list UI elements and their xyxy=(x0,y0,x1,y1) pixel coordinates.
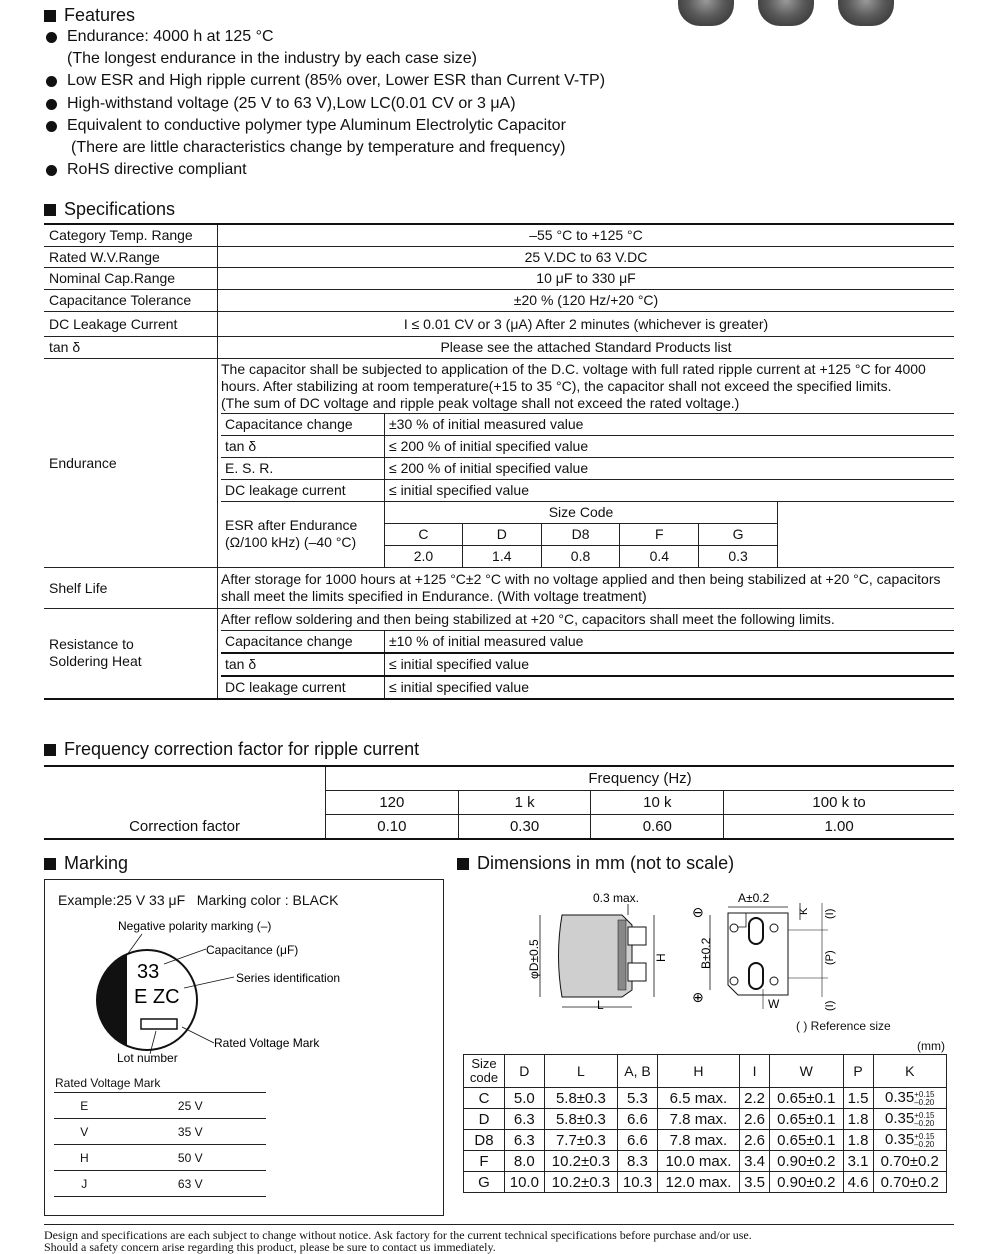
frequency-title: Frequency correction factor for ripple current xyxy=(44,739,419,760)
unit-label: (mm) xyxy=(917,1039,945,1053)
list-item: Low ESR and High ripple current (85% over, Lower ESR than Current V-TP) xyxy=(44,70,605,92)
capacitance-marking: 33 xyxy=(137,961,160,983)
endurance-limits: Capacitance change ±30 % of initial measured value tan δ ≤ 200 % of initial specified value E. S. R. ≤ 200 % of initial specified value DC leakage current ≤ initial specified value ESR after Endurance (Ω/100 kHz) (–40 °C) Size Code C D D8 F G 2.0 1.4 0.8 0.4 0.3 xyxy=(221,414,954,567)
specifications-title: Specifications xyxy=(44,199,175,220)
dimension-drawing-bottom xyxy=(688,885,858,1025)
esr-after-endurance-table: Size Code C D D8 F G 2.0 1.4 0.8 0.4 0.3 xyxy=(385,502,778,567)
specifications-table: Category Temp. Range –55 °C to +125 °C Rated W.V.Range 25 V.DC to 63 V.DC Nominal Cap.Range 10 μF to 330 μF Capacitance Tolerance ±20 % (120 Hz/+20 °C) DC Leakage Current I ≤ 0.01 CV or 3 (μA) After 2 minutes (whichever is greater) tan δ Please see the attached Standard Products list Endurance The capacitor shall be subjected to application of the D.C. voltage with full rated ripple current at +125 °C for 4000 hours. After stabilizing at room temperature(+15 to 35 °C), the capacitor shall not exceed the specified limits. (The sum of DC voltage and ripple peak voltage shall not exceed the rated voltage.) Capacitance change ±30 % of initial measured value tan δ ≤ 200 % of initial specified value E. S. R. ≤ 200 % of initial specified value DC leakage current ≤ initial specified value ESR after Endurance (Ω/100 kHz) (–40 °C) Size Code C D D8 F G 2.0 1.4 0.8 0.4 0.3 Shelf Life After storage for 1000 hours at +125 °C±2 °C with no voltage applied and then being stabilized at +20 °C, capacitors shall meet the limits specified in Endurance. (With voltage treatment) Resistance to Soldering Heat After reflow soldering and then being stabilized at +20 °C, capacitors shall meet the following limits. Capacitance change ±10 % of initial measured value tan δ ≤ initial specified value DC leakage current ≤ initial specified value xyxy=(44,223,954,700)
capacitor-photo xyxy=(678,0,734,26)
svg-text:B±0.2: B±0.2 xyxy=(699,937,713,969)
svg-text:H: H xyxy=(654,953,668,962)
svg-text:(I): (I) xyxy=(824,908,836,919)
table-row: D 6.3 5.8±0.3 6.6 7.8 max. 2.6 0.65±0.1 1.8 0.35+0.15 –0.20 xyxy=(464,1109,947,1130)
table-row: J 63 V xyxy=(54,1171,266,1197)
bullet-icon xyxy=(46,165,57,176)
table-row: V 35 V xyxy=(54,1119,266,1145)
soldering-heat-label: Resistance to Soldering Heat xyxy=(44,608,218,699)
frequency-correction-table: Frequency (Hz) 120 1 k 10 k 100 k to Correction factor 0.10 0.30 0.60 1.00 xyxy=(44,765,954,840)
endurance-note: (The sum of DC voltage and ripple peak voltage shall not exceed the rated voltage.) xyxy=(221,395,954,414)
list-item-continuation: (The longest endurance in the industry by each case size) xyxy=(67,50,478,68)
svg-text:φD±0.5: φD±0.5 xyxy=(527,939,541,979)
rated-voltage-mark-table xyxy=(54,1092,266,1197)
svg-text:(P): (P) xyxy=(824,950,836,965)
marking-diagram xyxy=(44,915,442,1095)
endurance-intro: The capacitor shall be subjected to application of the D.C. voltage with full rated ripple current at +125 °C for 4000 hours. After stabilizing at room temperature(+15 to 35 °C), the capacitor shall not exceed the specified limits. xyxy=(221,360,926,394)
table-row: E 25 V xyxy=(54,1093,266,1119)
svg-text:A±0.2: A±0.2 xyxy=(738,891,770,905)
list-item: Endurance: 4000 h at 125 °C xyxy=(44,26,605,48)
minus-terminal-icon: ⊖ xyxy=(692,905,704,921)
dimensions-table: Size code D L A, B H I W P K C 5.0 5.8±0.3 5.3 6.5 max. 2.2 0.65±0.1 1.5 0.35+0.15 –0.20 D 6.3 5.8±0.3 6.6 7.8 max. 2.6 0.65±0.1 1.8 0.35+0.15 –0.20 D8 6.3 7.7±0.3 6.6 7.8 max. 2.6 0.65±0.1 1.8 0.35+0.15 –0.20 F 8.0 10.2±0.3 8.3 10.0 max. 3.4 0.90±0.2 3.1 0.70±0.2 G 10.0 10.2±0.3 10.3 12.0 max. 3.5 0.90±0.2 4.6 0.70±0.2 xyxy=(463,1054,947,1193)
shelf-life-text: After storage for 1000 hours at +125 °C±2 °C with no voltage applied and then being stabilized at +20 °C, capacitors shall meet the limits specified in Endurance. (With voltage treatment) xyxy=(218,567,955,608)
table-row: C 5.0 5.8±0.3 5.3 6.5 max. 2.2 0.65±0.1 1.5 0.35+0.15 –0.20 xyxy=(464,1088,947,1109)
svg-text:(I): (I) xyxy=(824,1000,836,1011)
list-item-continuation: (There are little characteristics change by temperature and frequency) xyxy=(71,139,566,157)
square-bullet-icon xyxy=(44,204,56,216)
reference-size-note: ( ) Reference size xyxy=(796,1019,891,1033)
capacitor-photo xyxy=(758,0,814,26)
svg-text:L: L xyxy=(597,998,604,1012)
negative-polarity-band xyxy=(97,954,127,1046)
marking-example: Example:25 V 33 μF Marking color : BLACK xyxy=(58,892,339,908)
list-item: RoHS directive compliant xyxy=(44,159,605,181)
dimension-drawing-side xyxy=(510,885,680,1025)
marking-title: Marking xyxy=(44,853,128,874)
rated-voltage-mark-box xyxy=(141,1019,177,1029)
series-identification-label: Series identification xyxy=(236,971,341,985)
table-row: G 10.0 10.2±0.3 10.3 12.0 max. 3.5 0.90±0.2 4.6 0.70±0.2 xyxy=(464,1172,947,1193)
series-marking: E ZC xyxy=(134,986,180,1008)
shelf-life-label: Shelf Life xyxy=(44,567,218,608)
square-bullet-icon xyxy=(44,744,56,756)
capacitor-photo xyxy=(838,0,894,26)
plus-terminal-icon: ⊕ xyxy=(692,990,704,1006)
square-bullet-icon xyxy=(44,10,56,22)
bullet-icon xyxy=(46,76,57,87)
footer-notice: Design and specifications are each subject to change without notice. Ask factory for the current technical specifications before purchase and/or use. Should a safety concern arise regarding this product, please be sure to contact us immediately. xyxy=(44,1224,954,1253)
bullet-icon xyxy=(46,32,57,43)
list-item: High-withstand voltage (25 V to 63 V),Low LC(0.01 CV or 3 μA) xyxy=(44,93,605,115)
table-row: F 8.0 10.2±0.3 8.3 10.0 max. 3.4 0.90±0.2 3.1 0.70±0.2 xyxy=(464,1151,947,1172)
square-bullet-icon xyxy=(457,858,469,870)
bullet-icon xyxy=(46,121,57,132)
features-title: Features xyxy=(44,5,135,26)
table-row: H 50 V xyxy=(54,1145,266,1171)
bullet-icon xyxy=(46,99,57,110)
svg-text:0.3 max.: 0.3 max. xyxy=(593,891,640,905)
rated-voltage-mark-title: Rated Voltage Mark xyxy=(55,1076,161,1090)
capacitance-label: Capacitance (μF) xyxy=(206,943,299,957)
list-item: Equivalent to conductive polymer type Aluminum Electrolytic Capacitor xyxy=(44,115,605,137)
lot-number-label: Lot number xyxy=(117,1051,178,1065)
svg-text:W: W xyxy=(768,997,780,1011)
soldering-limits: Capacitance change ±10 % of initial measured value tan δ ≤ initial specified value DC leakage current ≤ initial specified value xyxy=(221,631,954,698)
soldering-intro: After reflow soldering and then being stabilized at +20 °C, capacitors shall meet the following limits. xyxy=(221,609,954,631)
negative-polarity-label: Negative polarity marking (–) xyxy=(118,919,272,933)
features-list xyxy=(44,26,605,181)
rated-voltage-label: Rated Voltage Mark xyxy=(214,1036,320,1050)
table-row: D8 6.3 7.7±0.3 6.6 7.8 max. 2.6 0.65±0.1 1.8 0.35+0.15 –0.20 xyxy=(464,1130,947,1151)
svg-text:K: K xyxy=(798,907,810,915)
endurance-label: Endurance xyxy=(44,358,218,567)
dimensions-title: Dimensions in mm (not to scale) xyxy=(457,853,734,874)
square-bullet-icon xyxy=(44,858,56,870)
